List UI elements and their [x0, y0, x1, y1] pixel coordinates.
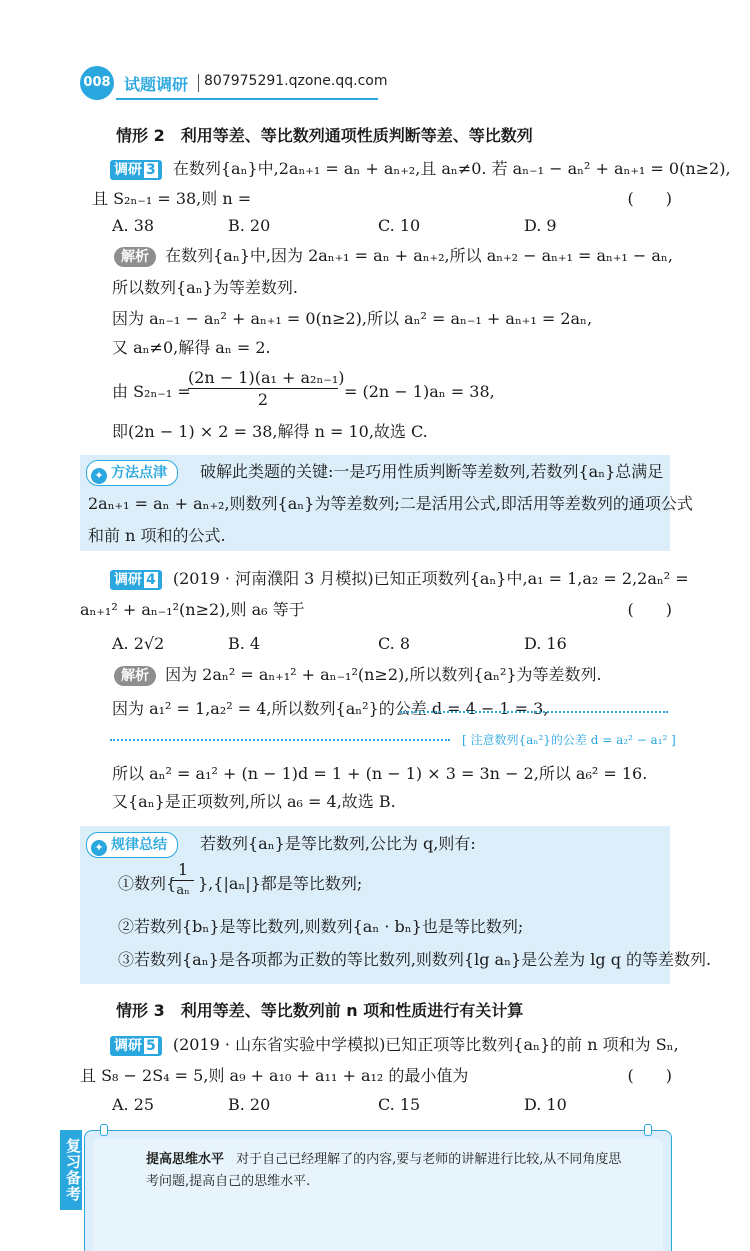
method-line1: 破解此类题的关键:一是巧用性质判断等差数列,若数列{aₙ}总满足: [200, 462, 664, 481]
q4-options: [112, 632, 632, 656]
q3-option-b: B. 20: [228, 216, 271, 235]
q3-solution-line4: 又 aₙ≠0,解得 aₙ = 2.: [112, 338, 271, 357]
q4-note: [ 注意数列{aₙ²}的公差 d = a₂² − a₁² ]: [462, 733, 676, 747]
q4-solution-line3: 所以 aₙ² = a₁² + (n − 1)d = 1 + (n − 1) × 3 = 3n − 2,所以 a₆² = 16.: [112, 764, 648, 783]
q5-options: [112, 1093, 632, 1117]
q4-tag: 调研 4: [110, 570, 162, 590]
situation3-heading: 情形 3 利用等差、等比数列前 n 项和性质进行有关计算: [116, 1001, 524, 1020]
rule-intro: 若数列{aₙ}是等比数列,公比为 q,则有:: [200, 834, 476, 853]
q4-option-c: C. 8: [378, 634, 411, 653]
q3-options: [112, 214, 632, 238]
tip-title: 提高思维水平: [146, 1152, 225, 1167]
q4-line2: aₙ₊₁² + aₙ₋₁²(n≥2),则 a₆ 等于 ( ): [80, 598, 672, 622]
tip-ring-2: [644, 1124, 652, 1136]
method-label: ✦ 方法点津: [86, 460, 178, 486]
q4-option-a: A. 2√2: [112, 634, 165, 653]
q4-note-dotted-left: [110, 739, 450, 741]
q3-fraction: (2n − 1)(a₁ + a₂ₙ₋₁) 2: [188, 368, 345, 409]
q4-answer-paren: ( ): [627, 600, 672, 619]
q3-line2: 且 S₂ₙ₋₁ = 38,则 n = ( ): [92, 187, 672, 211]
q3-analysis-tag: 解析: [114, 247, 156, 267]
rule-item3: ③若数列{aₙ}是各项都为正数的等比数列,则数列{lg aₙ}是公差为 lg q 的等差数列.: [118, 950, 712, 969]
q5-line1: 调研 5 (2019 · 山东省实验中学模拟)已知正项等比数列{aₙ}的前 n 项和为 Sₙ,: [110, 1033, 679, 1057]
q5-option-b: B. 20: [228, 1095, 271, 1114]
q5-option-d: D. 10: [524, 1095, 567, 1114]
tip-ring-1: [100, 1124, 108, 1136]
q4-line1: 调研 4 (2019 · 河南濮阳 3 月模拟)已知正项数列{aₙ}中,a₁ = 1,a₂ = 2,2aₙ² =: [110, 567, 689, 591]
q5-line2: 且 S₈ − 2S₄ = 5,则 a₉ + a₁₀ + a₁₁ + a₁₂ 的最小值为 ( ): [80, 1064, 672, 1088]
q5-option-c: C. 15: [378, 1095, 421, 1114]
header-title: 试题调研: [124, 75, 189, 94]
q4-solution-line2: 因为 a₁² = 1,a₂² = 4,所以数列{aₙ²}的公差 d = 4 − 1 = 3,: [112, 699, 549, 718]
q3-solution-line3: 因为 aₙ₋₁ − aₙ² + aₙ₊₁ = 0(n≥2),所以 aₙ² = aₙ₋₁ + aₙ₊₁ = 2aₙ,: [112, 309, 593, 328]
q3-line1: 调研 3 在数列{aₙ}中,2aₙ₊₁ = aₙ + aₙ₊₂,且 aₙ≠0. 若 aₙ₋₁ − aₙ² + aₙ₊₁ = 0(n≥2),: [110, 157, 731, 181]
rule-item2: ②若数列{bₙ}是等比数列,则数列{aₙ · bₙ}也是等比数列;: [118, 917, 524, 936]
q5-tag: 调研 5: [110, 1036, 162, 1056]
q3-solution-line2: 所以数列{aₙ}为等差数列.: [112, 278, 298, 297]
tip-line2: 考问题,提高自己的思维水平.: [146, 1174, 311, 1189]
q3-solution-line1: 解析 在数列{aₙ}中,因为 2aₙ₊₁ = aₙ + aₙ₊₂,所以 aₙ₊₂ − aₙ₊₁ = aₙ₊₁ − aₙ,: [114, 244, 673, 268]
q3-option-d: D. 9: [524, 216, 557, 235]
q5-answer-paren: ( ): [627, 1066, 672, 1085]
q4-analysis-tag: 解析: [114, 666, 156, 686]
rule-label: ✦ 规律总结: [86, 832, 178, 858]
q4-solution-line1: 解析 因为 2aₙ² = aₙ₊₁² + aₙ₋₁²(n≥2),所以数列{aₙ²}为等差数列.: [114, 663, 602, 687]
q3-option-c: C. 10: [378, 216, 421, 235]
side-tab: 复习备考: [60, 1130, 82, 1210]
situation2-heading: 情形 2 利用等差、等比数列通项性质判断等差、等比数列: [116, 126, 533, 145]
q3-tag: 调研 3: [110, 160, 162, 180]
tip-line1: 提高思维水平 对于自己已经理解了的内容,要与老师的讲解进行比较,从不同角度思: [146, 1152, 622, 1167]
header-divider: [198, 74, 199, 92]
page-number-badge: 008: [80, 66, 114, 100]
method-line3: 和前 n 项和的公式.: [88, 526, 226, 545]
q3-option-a: A. 38: [112, 216, 155, 235]
q4-solution-line4: 又{aₙ}是正项数列,所以 a₆ = 4,故选 B.: [112, 792, 396, 811]
page-header: [80, 66, 388, 100]
q4-note-dotted-right: [400, 711, 668, 713]
lightbulb-icon: ✦: [91, 840, 107, 856]
q3-solution-line6: 即(2n − 1) × 2 = 38,解得 n = 10,故选 C.: [112, 422, 428, 441]
q5-option-a: A. 25: [112, 1095, 155, 1114]
header-underline: [116, 98, 378, 100]
header-url[interactable]: 807975291.qzone.qq.com: [204, 73, 388, 89]
q4-option-b: B. 4: [228, 634, 261, 653]
q4-option-d: D. 16: [524, 634, 567, 653]
lightbulb-icon: ✦: [91, 468, 107, 484]
q3-answer-paren: ( ): [627, 189, 672, 208]
method-line2: 2aₙ₊₁ = aₙ + aₙ₊₂,则数列{aₙ}为等差数列;二是活用公式,即活用等差数列的通项公式: [88, 494, 693, 513]
